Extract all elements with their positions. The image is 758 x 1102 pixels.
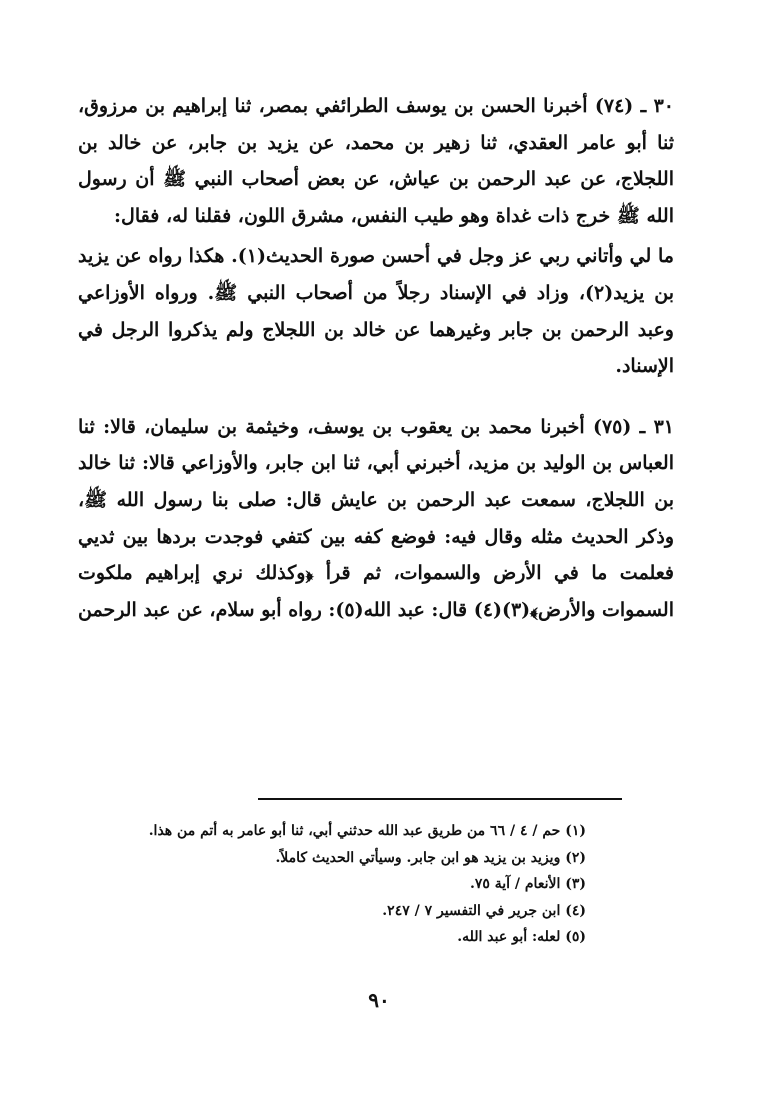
page-number: ٩٠	[368, 988, 390, 1012]
footnote-1: (١) حم / ٤ / ٦٦ من طريق عبد الله حدثني أبي، ثنا أبو عامر به أتم من هذا.	[148, 823, 586, 839]
footnote-4: (٤) ابن جرير في التفسير ٧ / ٢٤٧.	[382, 902, 586, 919]
hadith-30: ٣٠ ـ (٧٤) أخبرنا الحسن بن يوسف الطرائفي بمصر، ثنا إبراهيم بن مرزوق، ثنا أبو عامر العقدي، ثنا زهير بن محمد، عن يزيد بن جابر، عن خالد بن اللجلاج، عن عبد الرحمن بن عياش، عن بعض أصحاب النبي ﷺ أن رسول الله ﷺ خرج ذات غداة وهو طيب النفس، مشرق اللون، فقلنا له، فقال:	[78, 95, 674, 227]
hadith-30-commentary: ما لي وأتاني ربي عز وجل في أحسن صورة الحديث(١). هكذا رواه عن يزيد بن يزيد(٢)، وزاد في الإسناد رجلاً من أصحاب النبي ﷺ. ورواه الأوزاعي وعبد الرحمن بن جابر وغيرهما عن خالد بن اللجلاج ولم يذكروا الرجل في الإسناد.	[78, 245, 674, 378]
hadith-31: ٣١ ـ (٧٥) أخبرنا محمد بن يعقوب بن يوسف، وخيثمة بن سليمان، قالا: ثنا العباس بن الوليد بن مزيد، أخبرني أبي، ثنا ابن جابر، والأوزاعي قالا: ثنا خالد بن اللجلاج، سمعت عبد الرحمن بن عايش قال: صلى بنا رسول الله ﷺ، وذكر الحديث مثله وقال فيه: فوضع كفه بين كتفي فوجدت بردها بين ثديي فعلمت ما في الأرض والسموات، ثم قرأ ﴿وكذلك نري إبراهيم ملكوت السموات والأرض﴾(٣)(٤) قال: عبد الله(٥): رواه أبو سلام، عن عبد الرحمن	[78, 415, 674, 621]
footnote-5: (٥) لعله: أبو عبد الله.	[457, 929, 586, 945]
footnotes	[66, 818, 586, 951]
footnote-divider	[258, 798, 622, 800]
main-text	[78, 88, 674, 628]
footnote-2: (٢) ويزيد بن يزيد هو ابن جابر. وسيأتي الحديث كاملاً.	[275, 849, 586, 866]
footnote-3: (٣) الأنعام / آية ٧٥.	[469, 876, 586, 892]
